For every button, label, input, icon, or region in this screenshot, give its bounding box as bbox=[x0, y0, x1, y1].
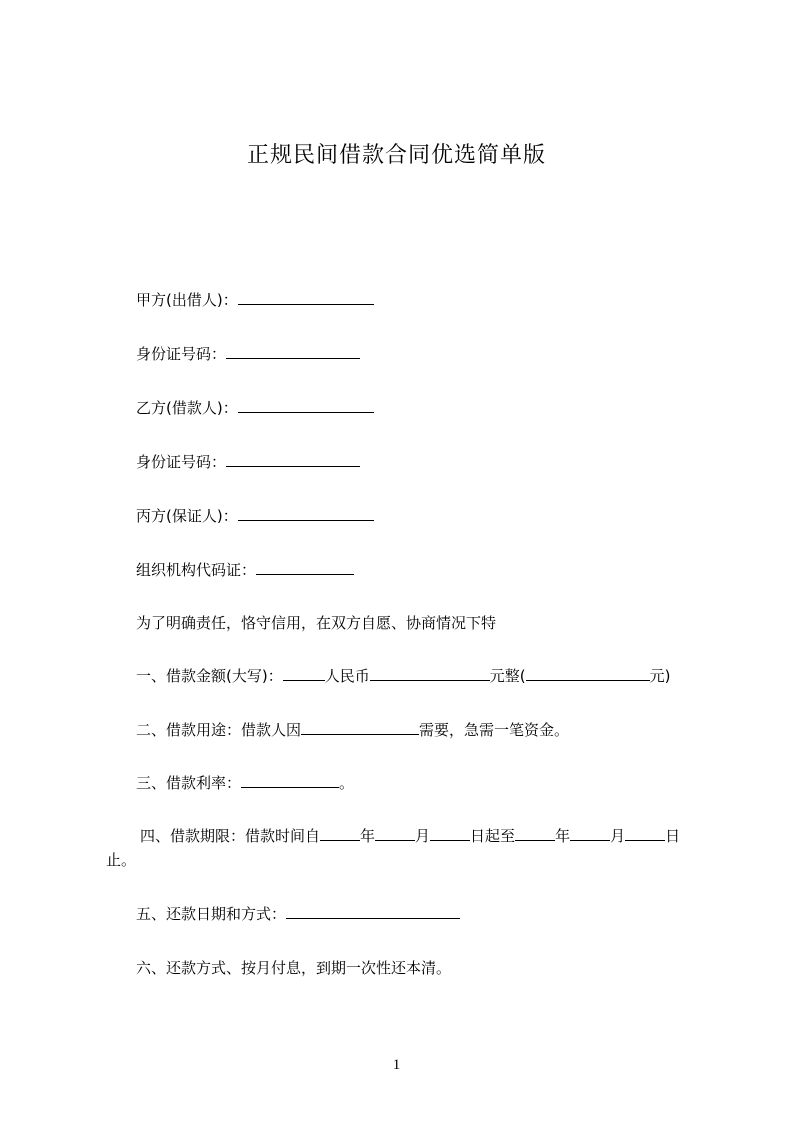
day-label: 日 bbox=[665, 827, 681, 845]
month-label: 月 bbox=[415, 827, 431, 845]
repayment-date-blank[interactable] bbox=[286, 903, 460, 919]
yuan-whole-label: 元整( bbox=[489, 667, 526, 685]
end-year-blank[interactable] bbox=[515, 825, 555, 841]
start-month-blank[interactable] bbox=[375, 825, 415, 841]
clause-2-tail: 需要，急需一笔资金。 bbox=[419, 721, 570, 739]
year-label: 年 bbox=[360, 827, 376, 845]
party-b-id-line bbox=[136, 451, 360, 473]
amount-figure-blank[interactable] bbox=[526, 665, 650, 681]
party-c-line bbox=[136, 505, 374, 527]
amount-words-blank[interactable] bbox=[283, 665, 325, 681]
clause-3-label: 三、借款利率： bbox=[136, 774, 242, 792]
clause-5 bbox=[136, 903, 460, 925]
clause-1 bbox=[136, 665, 670, 687]
clause-4-continuation: 止。 bbox=[106, 851, 137, 869]
year-label: 年 bbox=[555, 827, 571, 845]
clause-4 bbox=[140, 825, 680, 847]
interest-rate-blank[interactable] bbox=[241, 772, 339, 788]
id-label: 身份证号码： bbox=[136, 453, 227, 471]
end-day-blank[interactable] bbox=[625, 825, 665, 841]
document-title: 正规民间借款合同优选简单版 bbox=[246, 143, 546, 168]
start-year-blank[interactable] bbox=[320, 825, 360, 841]
party-a-blank[interactable] bbox=[238, 289, 374, 305]
clause-3 bbox=[136, 772, 354, 794]
party-a-line bbox=[136, 289, 374, 311]
clause-2 bbox=[136, 719, 569, 741]
party-b-id-blank[interactable] bbox=[226, 451, 360, 467]
month-label: 月 bbox=[610, 827, 626, 845]
amount-rmb-blank[interactable] bbox=[370, 665, 490, 681]
org-code-label: 组织机构代码证： bbox=[136, 561, 257, 579]
clause-2-label: 二、借款用途：借款人因 bbox=[136, 721, 302, 739]
clause-3-tail: 。 bbox=[339, 774, 355, 792]
clause-4-label: 四、借款期限：借款时间自 bbox=[140, 827, 321, 845]
start-day-blank[interactable] bbox=[430, 825, 470, 841]
org-code-line bbox=[136, 559, 354, 581]
clause-6: 六、还款方式、按月付息，到期一次性还本清。 bbox=[136, 959, 452, 977]
clause-5-label: 五、还款日期和方式： bbox=[136, 905, 287, 923]
page-number: 1 bbox=[392, 1057, 401, 1073]
id-label: 身份证号码： bbox=[136, 345, 227, 363]
clause-1-label: 一、借款金额(大写)： bbox=[136, 667, 283, 685]
party-b-line bbox=[136, 397, 374, 419]
intro-paragraph: 为了明确责任，恪守信用，在双方自愿、协商情况下特 bbox=[136, 614, 497, 632]
party-c-label: 丙方(保证人)： bbox=[136, 507, 238, 525]
party-b-label: 乙方(借款人)： bbox=[136, 399, 238, 417]
from-to-label: 日起至 bbox=[470, 827, 516, 845]
yuan-close-label: 元) bbox=[649, 667, 671, 685]
rmb-label: 人民币 bbox=[324, 667, 370, 685]
purpose-blank[interactable] bbox=[301, 719, 419, 735]
end-month-blank[interactable] bbox=[570, 825, 610, 841]
party-a-id-blank[interactable] bbox=[226, 343, 360, 359]
party-a-id-line bbox=[136, 343, 360, 365]
org-code-blank[interactable] bbox=[256, 559, 354, 575]
party-a-label: 甲方(出借人)： bbox=[136, 291, 238, 309]
party-c-blank[interactable] bbox=[238, 505, 374, 521]
party-b-blank[interactable] bbox=[238, 397, 374, 413]
